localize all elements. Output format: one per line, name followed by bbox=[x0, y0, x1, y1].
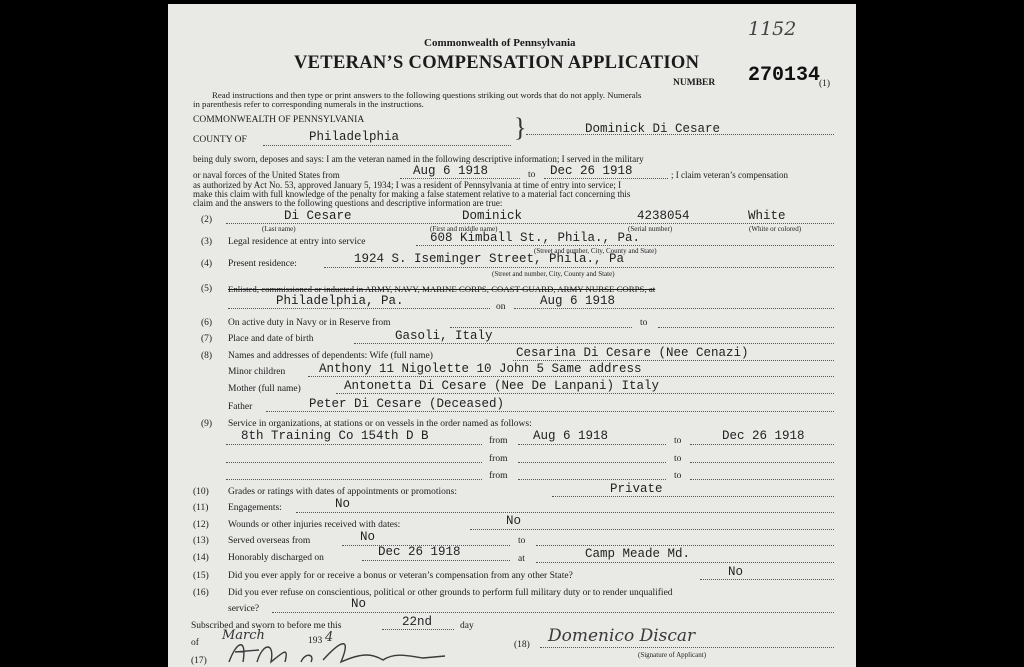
compensation-application-form bbox=[168, 4, 856, 667]
oath-line-2-pre: or naval forces of the United States from bbox=[193, 170, 340, 180]
service-from-date: Aug 6 1918 bbox=[413, 164, 489, 178]
jurat-day-value: 22nd bbox=[402, 615, 433, 629]
applicant-signature: Domenico Discar bbox=[548, 626, 696, 646]
last-name-caption: (Last name) bbox=[262, 225, 296, 233]
discharge-label: Honorably discharged on bbox=[228, 553, 324, 563]
race-caption: (White or colored) bbox=[749, 225, 802, 233]
item-15-number: (15) bbox=[193, 571, 209, 581]
present-residence-caption: (Street and number, City, County and State) bbox=[492, 270, 615, 278]
refusal-value: No bbox=[351, 597, 367, 611]
service-org-to-value: Dec 26 1918 bbox=[722, 429, 805, 443]
serial-number-value: 4238054 bbox=[637, 209, 690, 223]
children-label: Minor children bbox=[228, 367, 286, 377]
last-name-value: Di Cesare bbox=[284, 209, 352, 223]
discharge-at-label: at bbox=[518, 554, 525, 564]
oath-line-3: as authorized by Act No. 53, approved January 5, 1934; I was a resident of Pennsylvania at time of entry into service; I bbox=[193, 180, 622, 190]
race-value: White bbox=[748, 209, 786, 223]
instructions-line-1: Read instructions and then type or print answers to the following questions striking out words that do not apply. Numerals bbox=[212, 90, 642, 100]
overseas-to-label: to bbox=[518, 536, 526, 546]
refusal-label-1: Did you ever refuse on conscientious, political or other grounds to perform full military duty or to render unqualified bbox=[228, 588, 673, 598]
grades-value: Private bbox=[610, 482, 663, 496]
father-label: Father bbox=[228, 402, 253, 412]
enlistment-place-value: Philadelphia, Pa. bbox=[276, 294, 404, 308]
service-to-date: Dec 26 1918 bbox=[550, 164, 633, 178]
item-18-number: (18) bbox=[514, 640, 530, 650]
item-2-number: (2) bbox=[201, 215, 213, 225]
item-7-number: (7) bbox=[201, 334, 213, 344]
discharge-date-value: Dec 26 1918 bbox=[378, 545, 461, 559]
service-unit-value: 8th Training Co 154th D B bbox=[241, 429, 429, 443]
enlistment-date-value: Aug 6 1918 bbox=[540, 294, 616, 308]
grades-label: Grades or ratings with dates of appointments or promotions: bbox=[228, 487, 458, 497]
children-value: Anthony 11 Nigolette 10 John 5 Same address bbox=[319, 362, 642, 376]
brace-mark: } bbox=[514, 113, 527, 142]
first-name-value: Dominick bbox=[462, 209, 523, 223]
item-17-number: (17) bbox=[191, 656, 207, 666]
item-16-number: (16) bbox=[193, 588, 209, 598]
form-title: VETERAN’S COMPENSATION APPLICATION bbox=[294, 53, 700, 73]
item-13-number: (13) bbox=[193, 536, 209, 546]
active-duty-to-label: to bbox=[640, 318, 648, 328]
jurat-sworn-label: Subscribed and sworn to before me this bbox=[191, 621, 342, 631]
engagements-value: No bbox=[335, 497, 351, 511]
serial-caption: (Serial number) bbox=[628, 225, 673, 233]
oath-line-4: make this claim with full knowledge of the penalty for making a false statement relative to a material fact concerning this bbox=[193, 189, 631, 199]
applicant-name-value: Dominick Di Cesare bbox=[585, 122, 721, 136]
legal-residence-label: Legal residence at entry into service bbox=[228, 237, 366, 247]
signature-caption: (Signature of Applicant) bbox=[638, 651, 707, 659]
father-value: Peter Di Cesare (Deceased) bbox=[309, 397, 505, 411]
service-from-label-row2: from bbox=[489, 454, 508, 464]
oath-line-2-post: ; I claim veteran’s compensation bbox=[671, 170, 788, 180]
service-to-label-2: to bbox=[674, 436, 682, 446]
first-name-caption: (First and middle name) bbox=[430, 225, 498, 233]
jurat-month-value: March bbox=[222, 628, 265, 643]
service-from-label-row3: from bbox=[489, 471, 508, 481]
other-state-label: Did you ever apply for or receive a bonus or veteran’s compensation from any other State? bbox=[228, 571, 573, 581]
dependents-label: Names and addresses of dependents: Wife (full name) bbox=[228, 351, 433, 361]
overseas-label: Served overseas from bbox=[228, 536, 311, 546]
number-label: NUMBER bbox=[673, 78, 716, 88]
service-to-label-row2: to bbox=[674, 454, 682, 464]
item-6-number: (6) bbox=[201, 318, 213, 328]
active-duty-label: On active duty in Navy or in Reserve from bbox=[228, 318, 391, 328]
engagements-label: Engagements: bbox=[228, 503, 282, 513]
legal-residence-value: 608 Kimball St., Phila., Pa. bbox=[430, 231, 641, 245]
item-14-number: (14) bbox=[193, 553, 209, 563]
discharge-place-value: Camp Meade Md. bbox=[585, 547, 691, 561]
other-state-value: No bbox=[728, 565, 744, 579]
item-10-number: (10) bbox=[193, 487, 209, 497]
birth-value: Gasoli, Italy bbox=[395, 329, 493, 343]
commonwealth-heading: Commonwealth of Pennsylvania bbox=[424, 37, 576, 49]
oath-line-1: being duly sworn, deposes and says: I am the veteran named in the following descriptive information; I served in the military bbox=[193, 154, 644, 164]
item-4-number: (4) bbox=[201, 259, 213, 269]
overseas-value: No bbox=[360, 530, 376, 544]
enlistment-on-label: on bbox=[496, 302, 506, 312]
wounds-label: Wounds or other injuries received with dates: bbox=[228, 520, 401, 530]
jurat-year-value: 4 bbox=[325, 630, 334, 645]
item-11-number: (11) bbox=[193, 503, 209, 513]
county-label: COUNTY OF bbox=[193, 135, 247, 145]
service-orgs-label: Service in organizations, at stations or on vessels in the order named as follows: bbox=[228, 419, 532, 429]
service-to-label: to bbox=[528, 170, 536, 180]
enlistment-label: Enlisted, commissioned or inducted in ARMY, NAVY, MARINE CORPS, COAST GUARD, ARMY NURSE CORPS, at bbox=[228, 284, 656, 294]
number-item-ref: (1) bbox=[819, 79, 831, 89]
notary-signature bbox=[223, 632, 453, 667]
item-8-number: (8) bbox=[201, 351, 213, 361]
service-org-from-value: Aug 6 1918 bbox=[533, 429, 609, 443]
service-to-label-row3: to bbox=[674, 471, 682, 481]
mother-label: Mother (full name) bbox=[228, 384, 301, 394]
item-9-number: (9) bbox=[201, 419, 213, 429]
present-residence-value: 1924 S. Iseminger Street, Phila., Pa bbox=[354, 252, 625, 266]
legal-residence-caption: (Street and number, City, County and State) bbox=[534, 247, 657, 255]
wife-value: Cesarina Di Cesare (Nee Cenazi) bbox=[516, 346, 749, 360]
county-value: Philadelphia bbox=[309, 130, 400, 144]
oath-line-5: claim and the answers to the following questions and descriptive information are true: bbox=[193, 198, 503, 208]
instructions-line-2: in parenthesis refer to corresponding numerals in the instructions. bbox=[193, 99, 424, 109]
jurat-day-label: day bbox=[460, 621, 474, 631]
jurat-year-prefix: 193 bbox=[308, 636, 323, 646]
present-residence-label: Present residence: bbox=[228, 259, 297, 269]
item-5-number: (5) bbox=[201, 284, 213, 294]
item-12-number: (12) bbox=[193, 520, 209, 530]
mother-value: Antonetta Di Cesare (Nee De Lanpani) Italy bbox=[344, 379, 660, 393]
jurat-of-label: of bbox=[191, 638, 199, 648]
wounds-value: No bbox=[506, 514, 522, 528]
application-number: 270134 bbox=[748, 64, 821, 87]
corner-handwritten-number: 1152 bbox=[748, 18, 797, 40]
item-3-number: (3) bbox=[201, 237, 213, 247]
service-from-label: from bbox=[489, 436, 508, 446]
birth-label: Place and date of birth bbox=[228, 334, 314, 344]
state-label: COMMONWEALTH OF PENNSYLVANIA bbox=[193, 115, 365, 125]
refusal-label-2: service? bbox=[228, 604, 260, 614]
